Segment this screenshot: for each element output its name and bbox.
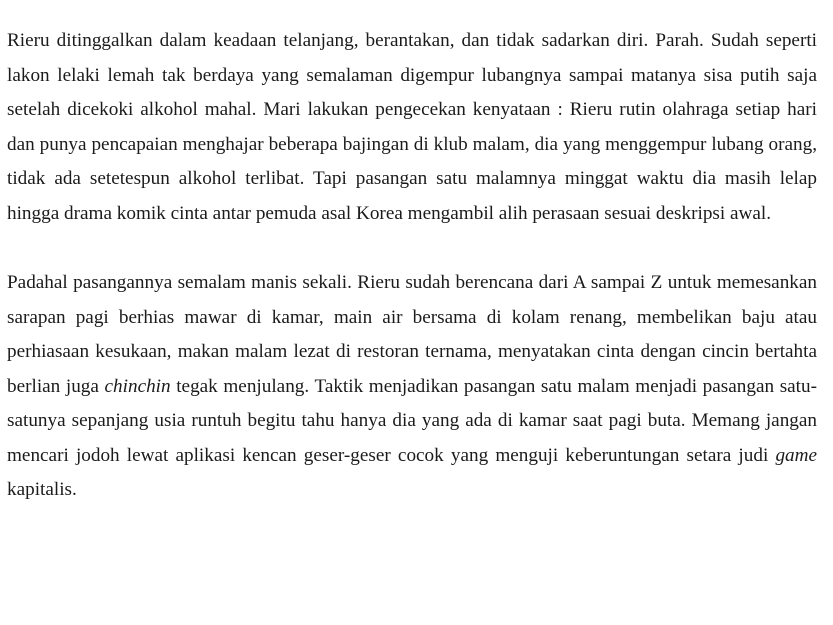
italic-term-chinchin: chinchin xyxy=(104,375,171,397)
paragraph-2-text-part-1: Padahal pasangannya semalam manis sekali. Rieru sudah berencana dari A sampai Z untuk memesankan sarapan pagi berhias mawar di kamar, main air bersama di kolam renang, membelikan baju atau perhiasaan kesukaan, makan malam lezat di restoran ternama, menyatakan cinta dengan cincin bertahta berlian juga xyxy=(7,272,817,397)
paragraph-2-text-part-3: kapitalis. xyxy=(7,479,77,500)
document-body xyxy=(7,24,817,508)
paragraph-2 xyxy=(7,266,817,508)
paragraph-1-text: Rieru ditinggalkan dalam keadaan telanjang, berantakan, dan tidak sadarkan diri. Parah. Sudah seperti lakon lelaki lemah tak berdaya yang semalaman digempur lubangnya sampai matanya sisa putih saja setelah dicekoki alkohol mahal. Mari lakukan pengecekan kenyataan : Rieru rutin olahraga setiap hari dan punya pencapaian menghajar beberapa bajingan di klub malam, dia yang menggempur lubang orang, tidak ada setetespun alkohol terlibat. Tapi pasangan satu malamnya minggat waktu dia masih lelap hingga drama komik cinta antar pemuda asal Korea mengambil alih perasaan sesuai deskripsi awal. xyxy=(7,30,817,224)
italic-term-game: game xyxy=(775,444,817,466)
paragraph-2-text-part-2: tegak menjulang. Taktik menjadikan pasangan satu malam menjadi pasangan satu-satunya sepanjang usia runtuh begitu tahu hanya dia yang ada di kamar saat pagi buta. Memang jangan mencari jodoh lewat aplikasi kencan geser-geser cocok yang menguji keberuntungan setara judi xyxy=(7,375,817,466)
paragraph-1 xyxy=(7,24,817,231)
